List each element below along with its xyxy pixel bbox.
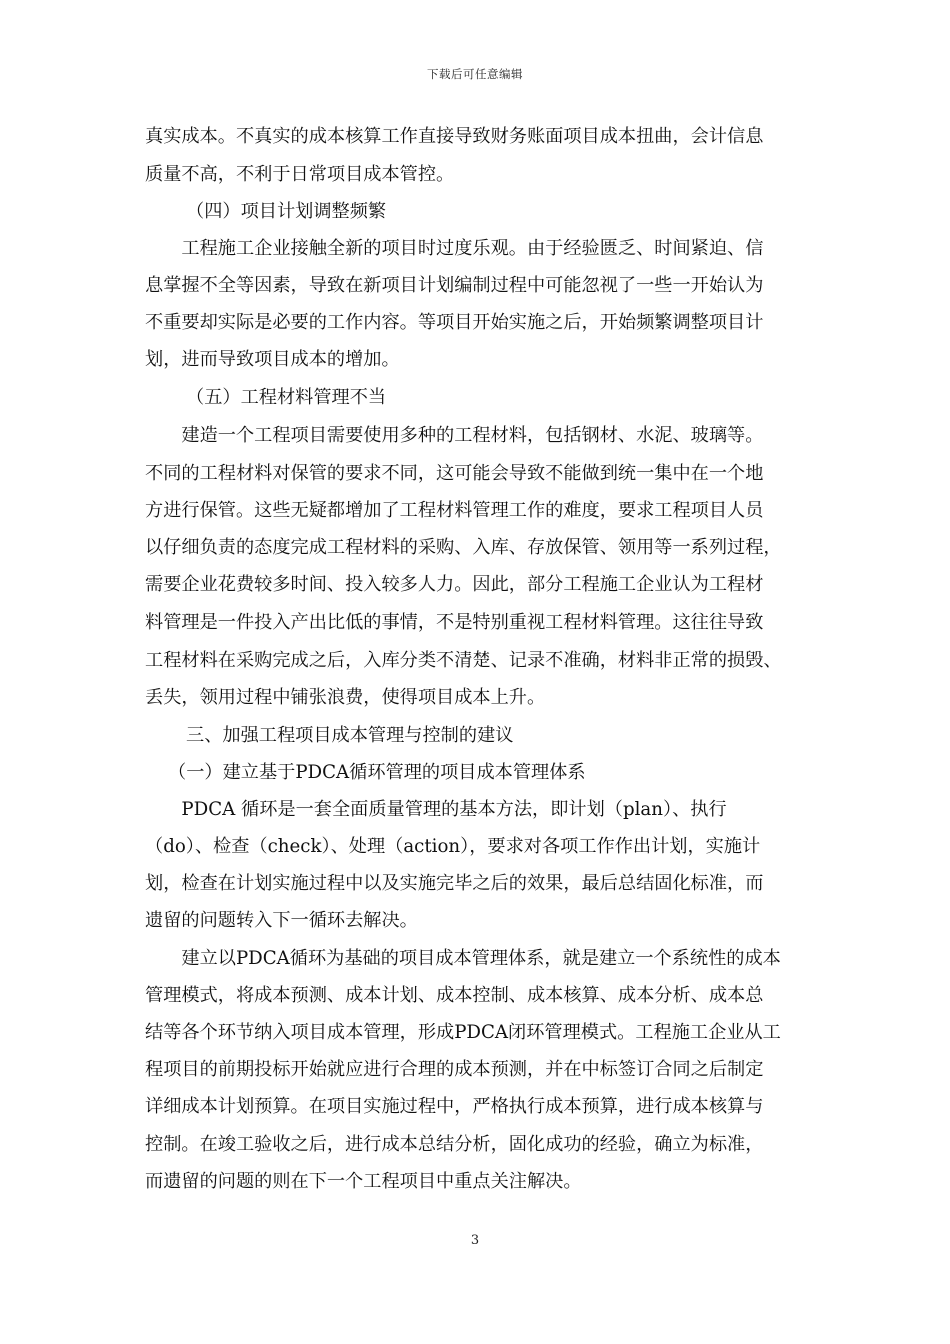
body-line: 需要企业花费较多时间、投入较多人力。因此，部分工程施工企业认为工程材: [145, 574, 764, 595]
body-line: 以仔细负责的态度完成工程材料的采购、入库、存放保管、领用等一系列过程，: [145, 537, 782, 558]
body-line: 而遗留的问题的则在下一个工程项目中重点关注解决。: [145, 1171, 582, 1192]
body-line: 不重要却实际是必要的工作内容。等项目开始实施之后，开始频繁调整项目计: [145, 312, 764, 333]
body-line: 料管理是一件投入产出比低的事情，不是特别重视工程材料管理。这往往导致: [145, 612, 764, 633]
body-line: 建立以PDCA循环为基础的项目成本管理体系，就是建立一个系统性的成本: [145, 948, 781, 969]
body-line: 不同的工程材料对保管的要求不同，这可能会导致不能做到统一集中在一个地: [145, 463, 764, 484]
section-heading: 三、加强工程项目成本管理与控制的建议: [186, 725, 514, 746]
body-line: 真实成本。不真实的成本核算工作直接导致财务账面项目成本扭曲，会计信息: [145, 126, 764, 147]
subsection-heading: （一）建立基于PDCA循环管理的项目成本管理体系: [168, 762, 586, 783]
body-line: 遗留的问题转入下一循环去解决。: [145, 910, 418, 931]
body-line: 程项目的前期投标开始就应进行合理的成本预测，并在中标签订合同之后制定: [145, 1059, 764, 1080]
body-line: 划，检查在计划实施过程中以及实施完毕之后的效果，最后总结固化标准，而: [145, 873, 764, 894]
body-line: 详细成本计划预算。在项目实施过程中，严格执行成本预算，进行成本核算与: [145, 1096, 764, 1117]
body-line: 划，进而导致项目成本的增加。: [145, 349, 400, 370]
body-line: 方进行保管。这些无疑都增加了工程材料管理工作的难度，要求工程项目人员: [145, 500, 764, 521]
page-header: 下载后可任意编辑: [427, 67, 523, 81]
body-line: 质量不高，不利于日常项目成本管控。: [145, 164, 455, 185]
section-heading: （四）项目计划调整频繁: [186, 201, 387, 222]
body-line: 工程施工企业接触全新的项目时过度乐观。由于经验匮乏、时间紧迫、信: [145, 238, 764, 259]
body-line: 控制。在竣工验收之后，进行成本总结分析，固化成功的经验，确立为标准，: [145, 1134, 764, 1155]
body-line: 建造一个工程项目需要使用多种的工程材料，包括钢材、水泥、玻璃等。: [145, 425, 764, 446]
body-line: （do）、检查（check）、处理（action），要求对各项工作作出计划，实施计: [145, 836, 761, 857]
section-heading: （五）工程材料管理不当: [186, 387, 387, 408]
page-number: 3: [470, 1233, 480, 1248]
body-line: 工程材料在采购完成之后，入库分类不清楚、记录不准确，材料非正常的损毁、: [145, 650, 782, 671]
body-line: 结等各个环节纳入项目成本管理，形成PDCA闭环管理模式。工程施工企业从工: [145, 1022, 781, 1043]
body-line: 管理模式，将成本预测、成本计划、成本控制、成本核算、成本分析、成本总: [145, 985, 764, 1006]
body-line: PDCA 循环是一套全面质量管理的基本方法，即计划（plan）、执行: [145, 799, 727, 820]
body-line: 丢失，领用过程中铺张浪费，使得项目成本上升。: [145, 687, 546, 708]
body-line: 息掌握不全等因素，导致在新项目计划编制过程中可能忽视了一些一开始认为: [145, 275, 764, 296]
